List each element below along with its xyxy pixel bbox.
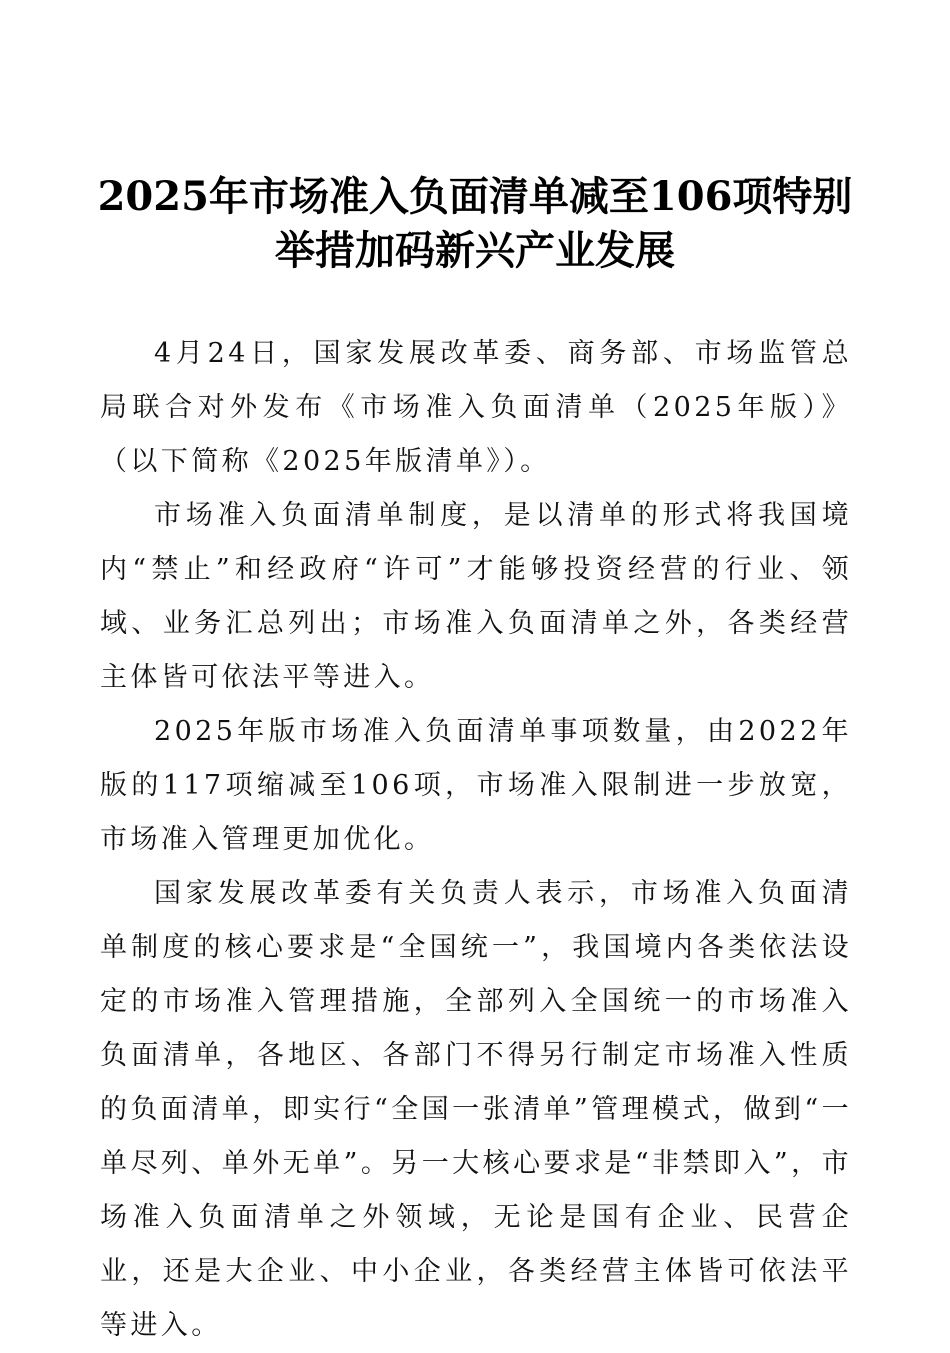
paragraph-3: 2025年版市场准入负面清单事项数量，由2022年版的117项缩减至106项，市场准入限制进一步放宽，市场准入管理更加优化。 (100, 716, 852, 855)
paragraph-2: 市场准入负面清单制度，是以清单的形式将我国境内“禁止”和经政府“许可”才能够投资经营的行业、领域、业务汇总列出；市场准入负面清单之外，各类经营主体皆可依法平等进入。 (100, 500, 852, 693)
document-body (100, 327, 852, 1353)
document-title: 2025年市场准入负面清单减至106项特别举措加码新兴产业发展 (97, 173, 853, 274)
paragraph-4: 国家发展改革委有关负责人表示，市场准入负面清单制度的核心要求是“全国统一”，我国境内各类依法设定的市场准入管理措施，全部列入全国统一的市场准入负面清单，各地区、各部门不得另行制定市场准入性质的负面清单，即实行“全国一张清单”管理模式，做到“一单尽列、单外无单”。另一大核心要求是“非禁即入”，市场准入负面清单之外领域，无论是国有企业、民营企业，还是大企业、中小企业，各类经营主体皆可依法平等进入。 (100, 878, 852, 1341)
paragraph-1: 4月24日，国家发展改革委、商务部、市场监管总局联合对外发布《市场准入负面清单（2025年版）》（以下简称《2025年版清单》）。 (100, 338, 852, 477)
